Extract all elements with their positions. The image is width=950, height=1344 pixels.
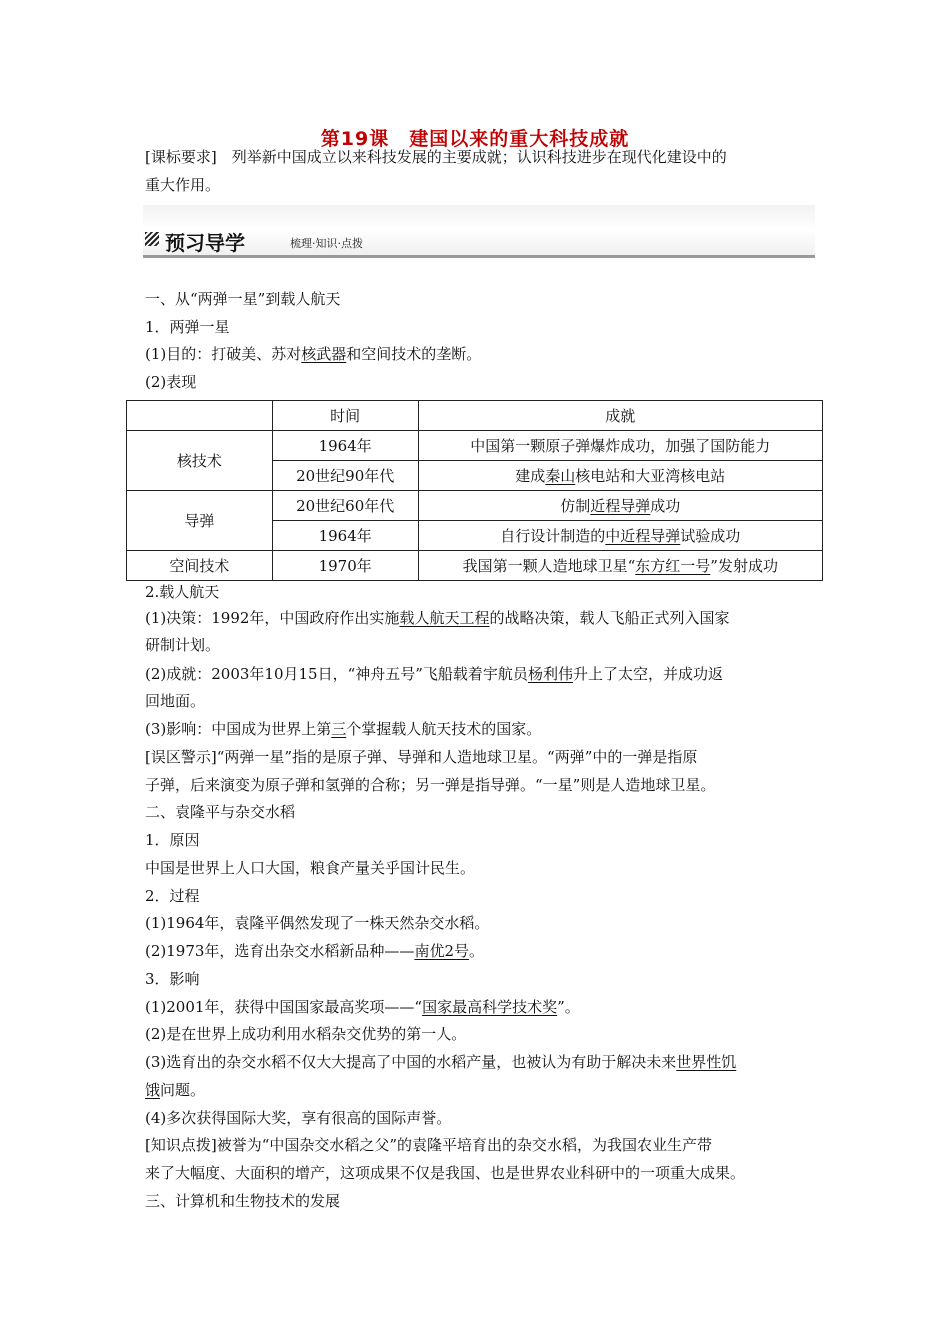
achievement-cell: [418, 491, 822, 521]
text: 升上了太空，并成功返: [572, 665, 723, 683]
standard-line-2: 重大作用。: [145, 176, 221, 194]
category-cell: 导弹: [127, 491, 273, 551]
text: 试验成功: [680, 526, 741, 545]
paragraph: (2)是在世界上成功利用水稻杂交优势的第一人。: [145, 1025, 467, 1043]
section-2-heading: 二、袁隆平与杂交水稻: [145, 803, 296, 821]
table-row: [127, 491, 823, 521]
paragraph: 回地面。: [145, 692, 206, 710]
subsection-heading: 2．过程: [145, 887, 200, 905]
achievements-table: [126, 400, 823, 581]
key-term: 饿: [145, 1081, 161, 1099]
achievement-cell: [418, 461, 822, 491]
paragraph: [145, 996, 580, 1018]
text: (3)选育出的杂交水稻不仅大大提高了中国的水稻产量，也被认为有助于解决未来: [145, 1053, 677, 1071]
text: 成功: [650, 496, 681, 515]
paragraph: 中国是世界上人口大国，粮食产量关乎国计民生。: [145, 859, 476, 877]
key-term: 杨利伟: [527, 665, 573, 683]
text: ”。: [557, 998, 580, 1016]
knowledge-tip: [知识点拨]被誉为“中国杂交水稻之父”的袁隆平培育出的杂交水稻，为我国农业生产带: [145, 1136, 713, 1154]
table-row: [127, 551, 823, 581]
key-term: 载人航天工程: [399, 609, 490, 627]
paragraph: [145, 940, 484, 962]
text: (1)2001年，获得中国国家最高奖项——“: [145, 998, 423, 1016]
key-term: 南优2号: [414, 942, 469, 960]
paragraph: [145, 1051, 736, 1073]
paragraph: 研制计划。: [145, 636, 221, 654]
table-header-cell: [127, 401, 273, 431]
paragraph: [145, 1079, 205, 1101]
text: 。: [468, 942, 484, 960]
key-term: 秦山: [545, 466, 576, 485]
achievement-cell: [418, 521, 822, 551]
key-term: 中近程导弹: [605, 526, 681, 545]
paragraph: [145, 607, 729, 629]
text: (1)目的：打破美、苏对: [145, 345, 302, 363]
standard-line-1: [课标要求] 列举新中国成立以来科技发展的主要成就；认识科技进步在现代化建设中的: [145, 148, 727, 166]
achievement-cell: [418, 551, 822, 581]
banner-subtitle: 梳理·知识·点拨: [290, 237, 363, 250]
warning-note: 子弹，后来演变为原子弹和氢弹的合称；另一弹是指导弹。“一星”则是人造地球卫星。: [145, 776, 716, 794]
section-3-heading: 三、计算机和生物技术的发展: [145, 1192, 341, 1210]
banner-title: 预习导学: [165, 231, 245, 255]
text: 建成: [515, 466, 546, 485]
key-term: 东方红一号: [635, 556, 711, 575]
key-term: 世界性饥: [676, 1053, 737, 1071]
text: ”发射成功: [710, 556, 778, 575]
warning-note: [误区警示]“两弹一星”指的是原子弹、导弹和人造地球卫星。“两弹”中的一弹是指原: [145, 748, 698, 766]
text: 我国第一颗人造地球卫星“: [462, 556, 636, 575]
table-header-cell: 时间: [272, 401, 418, 431]
knowledge-tip: 来了大幅度、大面积的增产，这项成果不仅是我国、也是世界农业科研中的一项重大成果。: [145, 1164, 746, 1182]
paragraph: [145, 343, 481, 365]
text: (3)影响：中国成为世界上第: [145, 720, 332, 738]
section-banner: [143, 205, 815, 258]
subsection-heading: 3．影响: [145, 970, 200, 988]
text: 仿制: [560, 496, 591, 515]
key-term: 近程导弹: [590, 496, 651, 515]
key-term: 核武器: [301, 345, 347, 363]
paragraph: (4)多次获得国际大奖，享有很高的国际声誉。: [145, 1109, 452, 1127]
time-cell: 1970年: [272, 551, 418, 581]
time-cell: 1964年: [272, 431, 418, 461]
category-cell: 空间技术: [127, 551, 273, 581]
time-cell: 1964年: [272, 521, 418, 551]
subsection-heading: 1．两弹一星: [145, 318, 230, 336]
subsection-heading: 2.载人航天: [145, 583, 220, 601]
page-title: 第19课 建国以来的重大科技成就: [320, 128, 630, 150]
section-1-heading: 一、从“两弹一星”到载人航天: [145, 290, 341, 308]
text: 个掌握载人航天技术的国家。: [346, 720, 542, 738]
key-term: 国家最高科学技术奖: [422, 998, 558, 1016]
text: 问题。: [160, 1081, 206, 1099]
time-cell: 20世纪90年代: [272, 461, 418, 491]
text: 核电站和大亚湾核电站: [575, 466, 726, 485]
text: 自行设计制造的: [500, 526, 606, 545]
paragraph: (1)1964年，袁隆平偶然发现了一株天然杂交水稻。: [145, 914, 490, 932]
subsection-heading: 1．原因: [145, 831, 200, 849]
stripes-icon: [145, 232, 159, 246]
text: (1)决策：1992年，中国政府作出实施: [145, 609, 400, 627]
text: (2)成就：2003年10月15日，“神舟五号”飞船载着宇航员: [145, 665, 528, 683]
category-cell: 核技术: [127, 431, 273, 491]
table-row: [127, 431, 823, 461]
paragraph: (2)表现: [145, 373, 197, 391]
time-cell: 20世纪60年代: [272, 491, 418, 521]
text: 和空间技术的垄断。: [346, 345, 482, 363]
key-term: 三: [331, 720, 347, 738]
paragraph: [145, 718, 541, 740]
text: (2)1973年，选育出杂交水稻新品种——: [145, 942, 415, 960]
table-header-row: [127, 401, 823, 431]
table-header-cell: 成就: [418, 401, 822, 431]
paragraph: [145, 663, 723, 685]
text: 的战略决策，载人飞船正式列入国家: [489, 609, 730, 627]
achievement-cell: 中国第一颗原子弹爆炸成功，加强了国防能力: [418, 431, 822, 461]
